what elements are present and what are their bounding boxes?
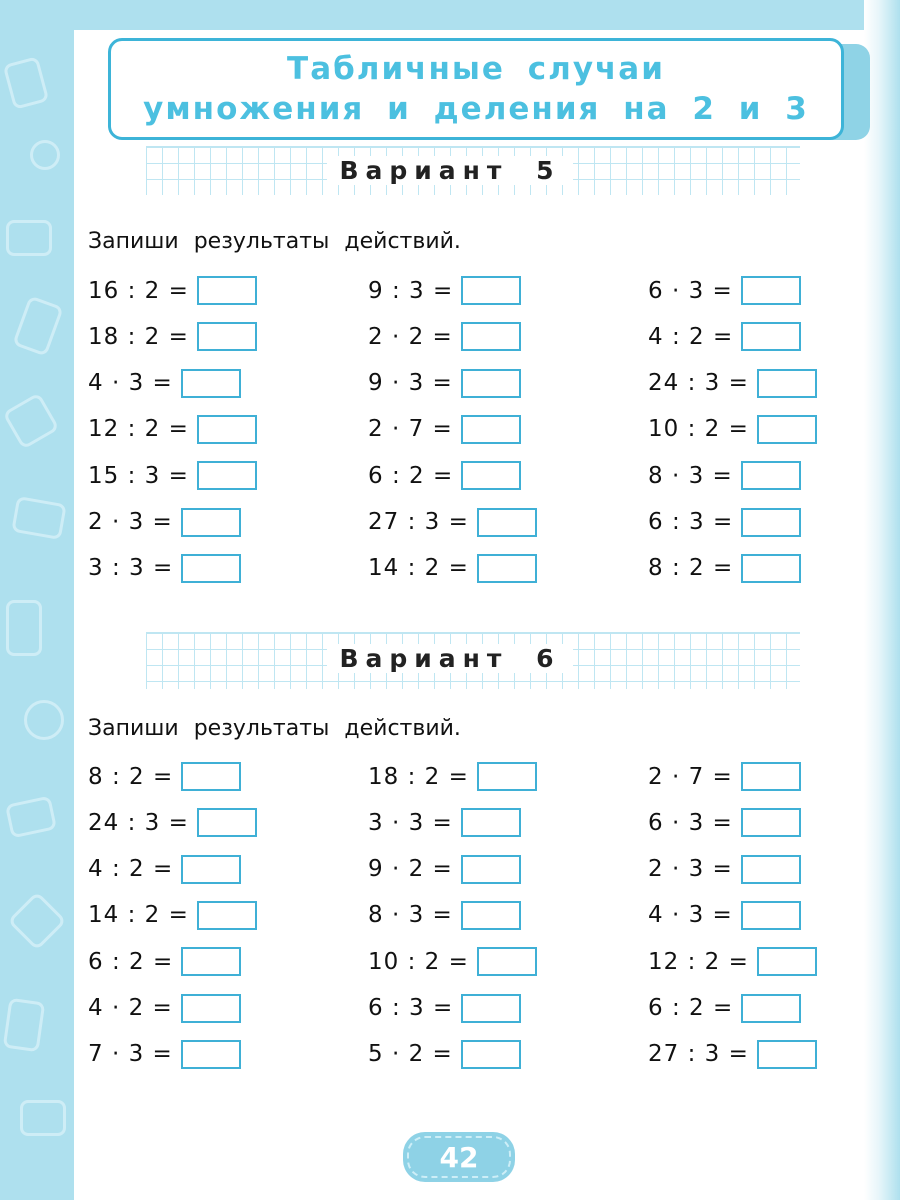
answer-box[interactable] — [757, 415, 817, 444]
answer-box[interactable] — [477, 762, 537, 791]
variant-6-label: Вариант 6 — [327, 644, 572, 673]
exercise-expression: 15 : 3 = — [88, 462, 189, 489]
exercise-expression: 8 · 3 = — [648, 462, 733, 489]
exercise-expression: 6 · 3 = — [648, 809, 733, 836]
exercise-expression: 14 : 2 = — [368, 555, 469, 582]
answer-box[interactable] — [461, 808, 521, 837]
answer-box[interactable] — [181, 855, 241, 884]
answer-box[interactable] — [461, 461, 521, 490]
answer-box[interactable] — [181, 369, 241, 398]
variant-5-instruction: Запиши результаты действий. — [88, 229, 461, 254]
answer-box[interactable] — [757, 369, 817, 398]
exercise-item — [368, 762, 537, 791]
exercise-item — [88, 461, 257, 490]
answer-box[interactable] — [741, 554, 801, 583]
exercise-expression: 4 · 3 = — [88, 370, 173, 397]
exercise-item — [368, 947, 537, 976]
exercise-item — [368, 461, 521, 490]
exercise-item — [648, 762, 801, 791]
answer-box[interactable] — [757, 947, 817, 976]
notebook-icon — [12, 295, 64, 356]
title-line-2: умножения и деления на 2 и 3 — [143, 91, 809, 127]
notebook-icon — [3, 998, 46, 1053]
exercise-expression: 4 : 2 = — [648, 323, 734, 350]
palette-icon — [6, 220, 52, 256]
exercise-item — [88, 554, 241, 583]
exercise-item — [648, 994, 801, 1023]
exercise-item — [368, 994, 521, 1023]
exercise-expression: 24 : 3 = — [648, 370, 749, 397]
page-number: 42 — [439, 1140, 479, 1174]
exercise-expression: 6 : 2 = — [648, 995, 734, 1021]
exercise-expression: 12 : 2 = — [88, 416, 189, 443]
answer-box[interactable] — [181, 554, 241, 583]
exercise-item — [368, 276, 521, 305]
exercise-expression: 3 · 3 = — [368, 809, 453, 836]
exercise-expression: 8 : 2 = — [88, 763, 174, 790]
exercise-expression: 6 : 3 = — [368, 995, 454, 1021]
answer-box[interactable] — [741, 855, 801, 884]
exercise-item — [648, 554, 801, 583]
exercise-expression: 2 · 7 = — [368, 416, 453, 443]
exercise-item — [648, 461, 801, 490]
exercise-item — [368, 508, 537, 537]
answer-box[interactable] — [197, 415, 257, 444]
exercise-expression: 4 · 3 = — [648, 902, 733, 929]
exercise-expression: 7 · 3 = — [88, 1041, 173, 1068]
exercise-item — [368, 415, 521, 444]
exercise-item — [88, 322, 257, 351]
answer-box[interactable] — [461, 901, 521, 930]
exercise-expression: 9 · 3 = — [368, 370, 453, 397]
exercise-item — [648, 508, 801, 537]
exercise-expression: 9 · 2 = — [368, 856, 453, 883]
answer-box[interactable] — [181, 994, 241, 1023]
exercise-item — [88, 415, 257, 444]
exercise-expression: 6 · 3 = — [648, 277, 733, 304]
exercise-item — [88, 994, 241, 1023]
variant-6-instruction: Запиши результаты действий. — [88, 716, 461, 741]
exercise-expression: 27 : 3 = — [648, 1041, 749, 1068]
answer-box[interactable] — [461, 322, 521, 351]
answer-box[interactable] — [461, 994, 521, 1023]
book-icon — [20, 1100, 66, 1136]
page-number-badge — [403, 1132, 515, 1182]
answer-box[interactable] — [741, 762, 801, 791]
exercise-expression: 24 : 3 = — [88, 809, 189, 836]
set-square-icon — [7, 891, 66, 950]
exercise-expression: 14 : 2 = — [88, 902, 189, 929]
exercise-item — [368, 322, 521, 351]
globe-icon — [24, 700, 64, 740]
exercise-item — [648, 947, 817, 976]
exercise-item — [368, 901, 521, 930]
exercise-expression: 3 : 3 = — [88, 555, 174, 582]
exercise-expression: 6 : 2 = — [88, 948, 174, 975]
variant-6-heading — [0, 644, 900, 673]
answer-box[interactable] — [477, 508, 537, 537]
exercise-expression: 8 : 2 = — [648, 555, 734, 582]
exercise-item — [368, 554, 537, 583]
exercise-expression: 2 · 7 = — [648, 763, 733, 790]
exercise-expression: 6 : 3 = — [648, 509, 734, 535]
title-box — [108, 38, 844, 140]
answer-box[interactable] — [461, 855, 521, 884]
exercise-expression: 10 : 2 = — [368, 948, 469, 975]
answer-box[interactable] — [461, 276, 521, 305]
exercise-item — [648, 1040, 817, 1069]
answer-box[interactable] — [197, 901, 257, 930]
exercise-item — [648, 808, 801, 837]
exercise-item — [88, 508, 241, 537]
answer-box[interactable] — [741, 508, 801, 537]
ruler-icon — [2, 392, 59, 449]
answer-box[interactable] — [197, 276, 257, 305]
exercise-item — [648, 369, 817, 398]
exercise-expression: 5 · 2 = — [368, 1041, 453, 1068]
exercise-expression: 6 : 2 = — [368, 462, 454, 489]
exercise-item — [88, 369, 241, 398]
answer-box[interactable] — [197, 322, 257, 351]
exercise-item — [88, 762, 241, 791]
exercise-expression: 27 : 3 = — [368, 509, 469, 535]
exercise-item — [88, 1040, 241, 1069]
exercise-item — [88, 901, 257, 930]
top-decor-band — [0, 0, 900, 30]
exercise-expression: 16 : 2 = — [88, 277, 189, 304]
exercise-expression: 2 · 3 = — [648, 856, 733, 883]
answer-box[interactable] — [741, 808, 801, 837]
answer-box[interactable] — [181, 762, 241, 791]
exercise-item — [648, 855, 801, 884]
answer-box[interactable] — [741, 322, 801, 351]
exercise-item — [88, 855, 241, 884]
answer-box[interactable] — [757, 1040, 817, 1069]
book-icon — [3, 56, 50, 110]
exercise-item — [368, 855, 521, 884]
answer-box[interactable] — [477, 947, 537, 976]
exercise-expression: 10 : 2 = — [648, 416, 749, 443]
exercise-expression: 9 : 3 = — [368, 277, 454, 304]
answer-box[interactable] — [741, 994, 801, 1023]
answer-box[interactable] — [461, 1040, 521, 1069]
answer-box[interactable] — [181, 947, 241, 976]
exercise-expression: 4 · 2 = — [88, 995, 173, 1021]
exercise-item — [368, 808, 521, 837]
exercise-expression: 12 : 2 = — [648, 948, 749, 975]
exercise-expression: 8 · 3 = — [368, 902, 453, 929]
answer-box[interactable] — [741, 901, 801, 930]
variant-5-label: Вариант 5 — [327, 156, 572, 185]
exercise-item — [648, 415, 817, 444]
exercise-expression: 18 : 2 = — [368, 763, 469, 790]
exercise-item — [648, 322, 801, 351]
exercise-expression: 2 · 3 = — [88, 509, 173, 535]
answer-box[interactable] — [181, 508, 241, 537]
exercise-item — [648, 276, 801, 305]
answer-box[interactable] — [197, 461, 257, 490]
answer-box[interactable] — [741, 276, 801, 305]
variant-5-heading — [0, 156, 900, 185]
exercise-item — [88, 808, 257, 837]
exercise-expression: 18 : 2 = — [88, 323, 189, 350]
answer-box[interactable] — [461, 415, 521, 444]
exercise-item — [648, 901, 801, 930]
answer-box[interactable] — [741, 461, 801, 490]
answer-box[interactable] — [181, 1040, 241, 1069]
exercise-item — [88, 947, 241, 976]
pencil-case-icon — [5, 796, 57, 839]
exercise-item — [88, 276, 257, 305]
exercise-item — [368, 1040, 521, 1069]
exercise-expression: 4 : 2 = — [88, 856, 174, 883]
answer-box[interactable] — [461, 369, 521, 398]
book-icon — [11, 496, 66, 540]
answer-box[interactable] — [477, 554, 537, 583]
exercise-expression: 2 · 2 = — [368, 323, 453, 350]
title-line-1: Табличные случаи — [287, 51, 665, 87]
exercise-item — [368, 369, 521, 398]
answer-box[interactable] — [197, 808, 257, 837]
